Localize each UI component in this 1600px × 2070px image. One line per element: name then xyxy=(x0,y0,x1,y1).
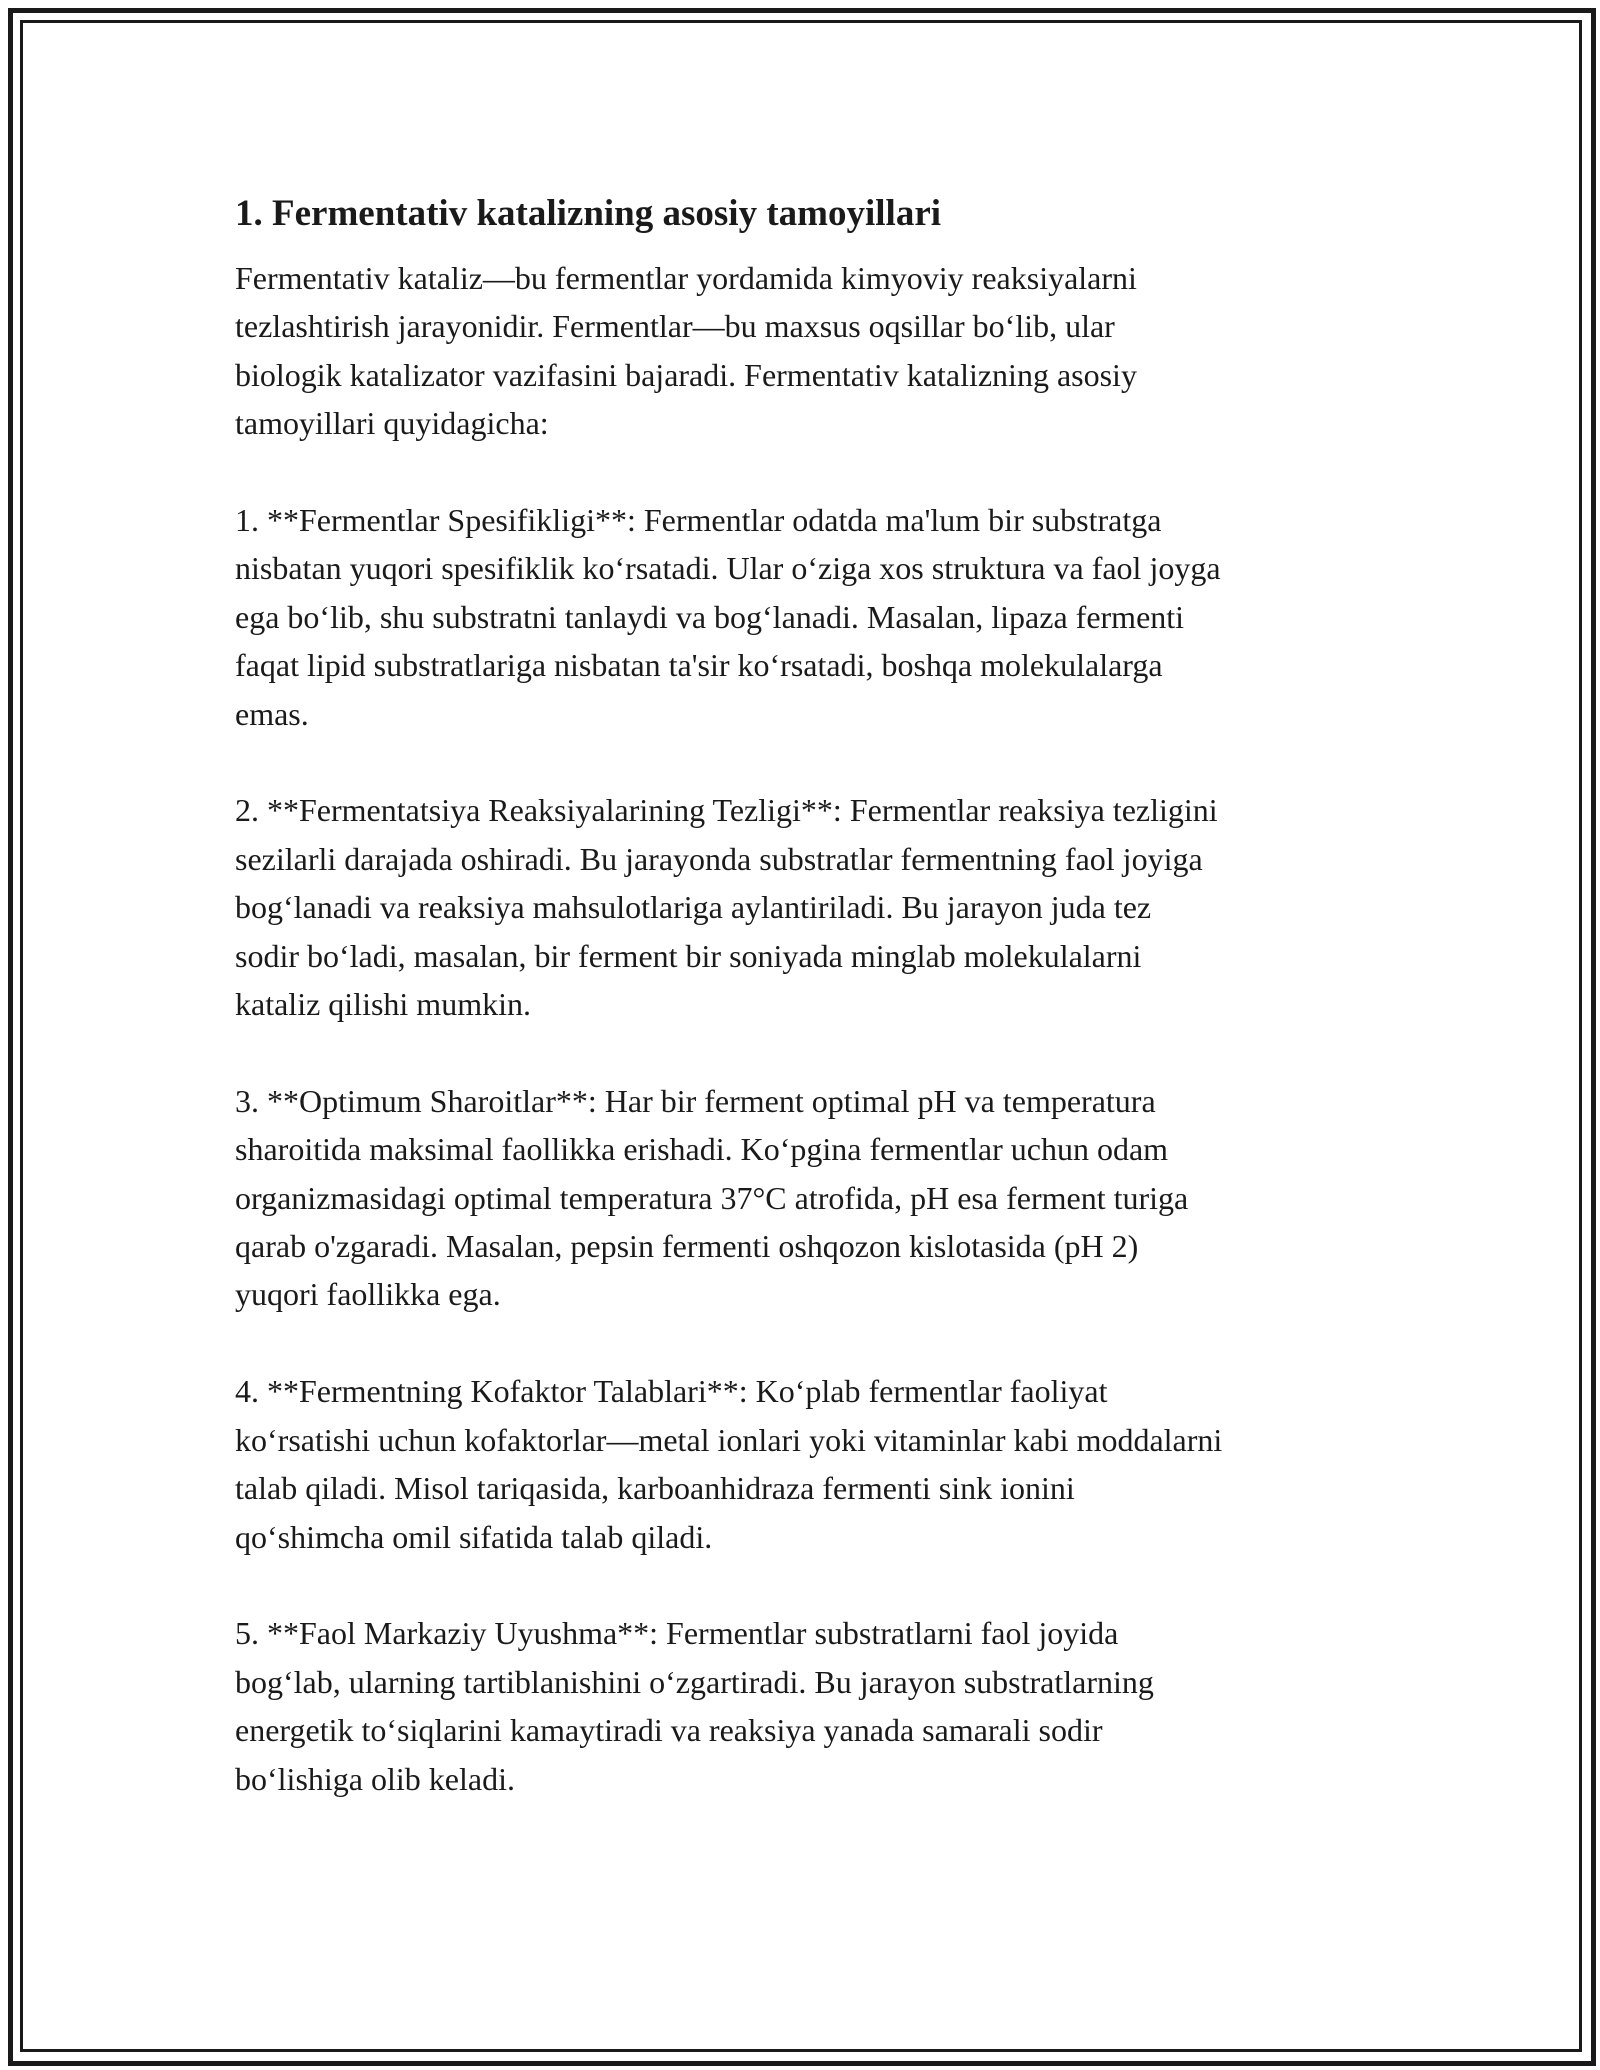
principle-item-1: 1. **Fermentlar Spesifikligi**: Fermentlar odatda ma'lum bir substratga nisbatan yuqori spesifiklik ko‘rsatadi. Ular o‘ziga xos struktura va faol joyga ega bo‘lib, shu substratni tanlaydi va bog‘lanadi. Masalan, lipaza fermenti faqat lipid substratlariga nisbatan ta'sir ko‘rsatadi, boshqa molekulalarga emas. xyxy=(235,502,1221,732)
document-body xyxy=(235,186,1375,1851)
principle-item-3: 3. **Optimum Sharoitlar**: Har bir ferment optimal pH va temperatura sharoitida maksimal faollikka erishadi. Ko‘pgina fermentlar uchun odam organizmasidagi optimal temperatura 37°C atrofida, pH esa ferment turiga qarab o'zgaradi. Masalan, pepsin fermenti oshqozon kislotasida (pH 2) yuqori faollikka ega. xyxy=(235,1082,1189,1313)
principle-item-2: 2. **Fermentatsiya Reaksiyalarining Tezligi**: Fermentlar reaksiya tezligini sezilarli darajada oshiradi. Bu jarayonda substratlar fermentning faol joyiga bog‘lanadi va reaksiya mahsulotlariga aylantiriladi. Bu jarayon juda tez sodir bo‘ladi, masalan, bir ferment bir soniyada minglab molekulalarni kataliz qilishi mumkin. xyxy=(235,792,1218,1023)
principle-item-4: 4. **Fermentning Kofaktor Talablari**: Ko‘plab fermentlar faoliyat ko‘rsatishi uchun kofaktorlar—metal ionlari yoki vitaminlar kabi moddalarni talab qiladi. Misol tariqasida, karboanhidraza fermenti sink ionini qo‘shimcha omil sifatida talab qiladi. xyxy=(235,1373,1223,1555)
principle-item-5: 5. **Faol Markaziy Uyushma**: Fermentlar substratlarni faol joyida bog‘lab, ularning tartiblanishini o‘zgartiradi. Bu jarayon substratlarning energetik to‘siqlarini kamaytiradi va reaksiya yanada samarali sodir bo‘lishiga olib keladi. xyxy=(235,1615,1154,1797)
section-heading: 1. Fermentativ katalizning asosiy tamoyillari xyxy=(235,193,942,234)
intro-paragraph: Fermentativ kataliz—bu fermentlar yordamida kimyoviy reaksiyalarni tezlashtirish jarayonidir. Fermentlar—bu maxsus oqsillar bo‘lib, ular biologik katalizator vazifasini bajaradi. Fermentativ katalizning asosiy tamoyillari quyidagicha: xyxy=(235,260,1137,442)
